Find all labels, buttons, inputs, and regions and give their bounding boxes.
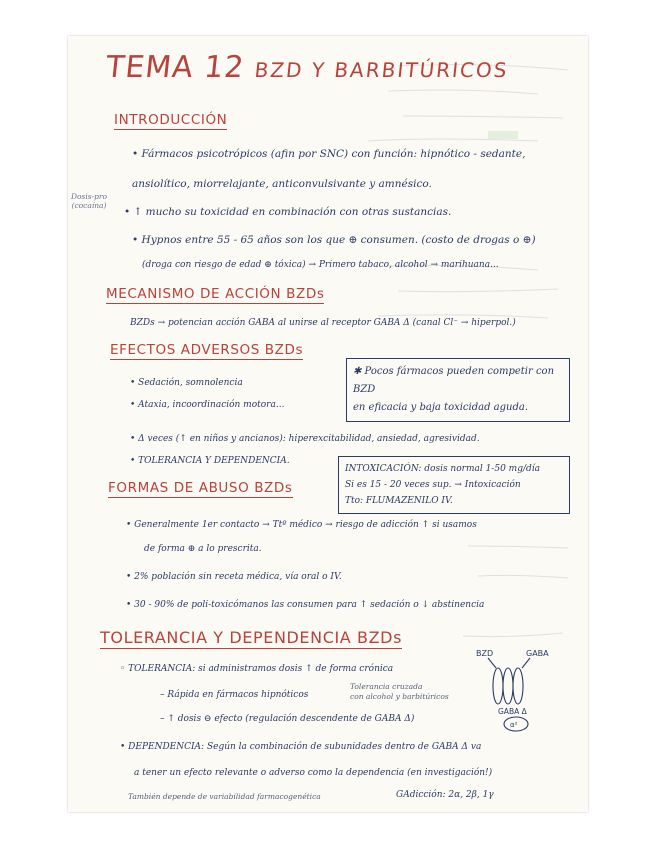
intro-line-5: (droga con riesgo de edad ⊕ tóxica) → Primero tabaco, alcohol → marihuana... [142,260,499,270]
subunit-footer-note: GAdicción: 2α, 2β, 1γ [396,790,494,800]
intro-line-2: ansiolítico, miorrelajante, anticonvulsivante y amnésico. [132,178,432,190]
efficacy-box [346,358,570,422]
tolerancia-line-3: – ↑ dosis ⊖ efecto (regulación descendente de GABA Δ) [160,714,415,724]
diagram-subunit-label: α² [510,721,518,729]
heading-efectos-adversos: EFECTOS ADVERSOS BZDs [110,342,304,358]
title-main: TEMA 12 [104,50,247,85]
farmacogenetica-note: También depende de variabilidad farmacogenética [128,792,321,801]
efficacy-box-line-1: ✱ Pocos fármacos pueden competir con BZD [353,366,555,395]
efectos-line-4: • TOLERANCIA Y DEPENDENCIA. [130,456,290,466]
intro-margin-note: Dosis-pro (cocaína) [70,192,108,210]
page-title [104,50,510,85]
intoxication-line-2: Si es 15 - 20 veces sup. → Intoxicación [345,480,521,490]
heading-introduccion: INTRODUCCIÓN [114,112,228,128]
dependencia-line-2: a tener un efecto relevante o adverso como la dependencia (en investigación!) [134,768,493,778]
intro-line-1: • Fármacos psicotrópicos (afin por SNC) con función: hipnótico - sedante, [132,148,526,160]
intoxication-box [338,456,570,514]
cross-tolerance-note [350,682,449,702]
cross-tolerance-line-1: Tolerancia cruzada [350,682,423,691]
efectos-line-2: • Ataxia, incoordinación motora... [130,400,285,410]
mecanismo-line: BZDs → potencian acción GABA al unirse al receptor GABA Δ (canal Cl⁻ → hiperpol.) [130,318,516,328]
intoxication-line-1: INTOXICACIÓN: dosis normal 1-50 mg/día [345,464,540,474]
heading-formas-abuso: FORMAS DE ABUSO BZDs [108,480,293,496]
diagram-gaba-label: GABA [526,649,549,658]
diagram-receptor-label: GABA Δ [498,707,527,716]
heading-tolerancia-dependencia: TOLERANCIA Y DEPENDENCIA BZDs [100,628,403,647]
efficacy-box-line-2: en eficacia y baja toxicidad aguda. [353,402,529,413]
intoxication-line-3: Tto: FLUMAZENILO IV. [345,496,453,506]
dependencia-line-1: • DEPENDENCIA: Según la combinación de subunidades dentro de GABA Δ va [120,742,482,752]
gaba-receptor-diagram [472,646,556,734]
abuso-line-2: de forma ⊕ a lo prescrita. [144,544,262,554]
abuso-line-4: • 30 - 90% de poli-toxicómanos las consumen para ↑ sedación o ↓ abstinencia [126,600,485,610]
efectos-line-1: • Sedación, somnolencia [130,378,243,388]
abuso-line-3: • 2% población sin receta médica, vía oral o IV. [126,572,342,582]
tolerancia-line-2: – Rápida en fármacos hipnóticos [160,690,309,700]
heading-mecanismo: MECANISMO DE ACCIÓN BZDs [106,286,325,302]
intro-line-3: • ↑ mucho su toxicidad en combinación con otras sustancias. [124,206,452,218]
abuso-line-1: • Generalmente 1er contacto → Ttº médico → riesgo de adicción ↑ si usamos [126,520,477,530]
diagram-bzd-label: BZD [476,649,494,658]
title-sub: BZD Y BARBITÚRICOS [253,58,510,82]
intro-line-4: • Hypnos entre 55 - 65 años son los que ⊕ consumen. (costo de drogas o ⊕) [132,234,536,246]
efectos-line-3: • Δ veces (↑ en niños y ancianos): hiperexcitabilidad, ansiedad, agresividad. [130,434,480,444]
tolerancia-line-1: ◦ TOLERANCIA: si administramos dosis ↑ de forma crónica [120,664,394,674]
cross-tolerance-line-2: con alcohol y barbitúricos [350,692,449,701]
notebook-page [68,36,588,812]
